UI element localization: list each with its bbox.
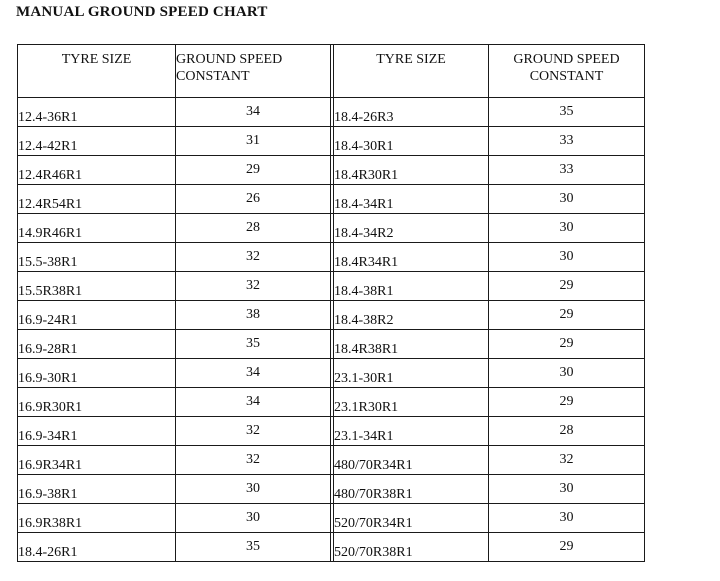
ground-speed-table bbox=[17, 44, 645, 562]
right-ground-speed-constant-cell: 29 bbox=[489, 301, 645, 330]
left-ground-speed-constant-cell: 38 bbox=[176, 301, 331, 330]
left-tyre-size-cell: 15.5R38R1 bbox=[18, 272, 176, 301]
left-ground-speed-constant-cell: 32 bbox=[176, 272, 331, 301]
left-tyre-size-cell: 12.4R46R1 bbox=[18, 156, 176, 185]
right-ground-speed-constant-cell: 30 bbox=[489, 359, 645, 388]
right-tyre-size-cell: 18.4-34R2 bbox=[334, 214, 489, 243]
table-row bbox=[18, 504, 645, 533]
right-ground-speed-constant-cell: 32 bbox=[489, 446, 645, 475]
table-row bbox=[18, 98, 645, 127]
left-tyre-size-cell: 15.5-38R1 bbox=[18, 243, 176, 272]
page-title: MANUAL GROUND SPEED CHART bbox=[16, 4, 268, 20]
left-ground-speed-constant-cell: 30 bbox=[176, 504, 331, 533]
right-tyre-size-cell: 18.4-38R2 bbox=[334, 301, 489, 330]
left-ground-speed-constant-cell: 32 bbox=[176, 446, 331, 475]
right-tyre-size-cell: 18.4-38R1 bbox=[334, 272, 489, 301]
left-tyre-size-cell: 12.4-36R1 bbox=[18, 98, 176, 127]
left-ground-speed-constant-cell: 26 bbox=[176, 185, 331, 214]
left-tyre-size-cell: 12.4-42R1 bbox=[18, 127, 176, 156]
left-tyre-size-cell: 16.9-24R1 bbox=[18, 301, 176, 330]
right-ground-speed-constant-cell: 35 bbox=[489, 98, 645, 127]
left-tyre-size-cell: 12.4R54R1 bbox=[18, 185, 176, 214]
right-ground-speed-constant-cell: 33 bbox=[489, 127, 645, 156]
table-row bbox=[18, 156, 645, 185]
left-tyre-size-cell: 16.9R30R1 bbox=[18, 388, 176, 417]
left-tyre-size-cell: 18.4-26R1 bbox=[18, 533, 176, 562]
left-tyre-size-cell: 16.9R38R1 bbox=[18, 504, 176, 533]
right-ground-speed-constant-cell: 30 bbox=[489, 214, 645, 243]
table-row bbox=[18, 214, 645, 243]
right-ground-speed-constant-cell: 30 bbox=[489, 243, 645, 272]
header-tyre-size-right: TYRE SIZE bbox=[334, 45, 489, 98]
table-row bbox=[18, 185, 645, 214]
left-ground-speed-constant-cell: 35 bbox=[176, 533, 331, 562]
table-row bbox=[18, 272, 645, 301]
right-tyre-size-cell: 520/70R34R1 bbox=[334, 504, 489, 533]
left-tyre-size-cell: 14.9R46R1 bbox=[18, 214, 176, 243]
table-row bbox=[18, 301, 645, 330]
right-tyre-size-cell: 520/70R38R1 bbox=[334, 533, 489, 562]
right-ground-speed-constant-cell: 28 bbox=[489, 417, 645, 446]
left-tyre-size-cell: 16.9-30R1 bbox=[18, 359, 176, 388]
left-ground-speed-constant-cell: 31 bbox=[176, 127, 331, 156]
left-ground-speed-constant-cell: 29 bbox=[176, 156, 331, 185]
table-row bbox=[18, 243, 645, 272]
table-row bbox=[18, 475, 645, 504]
right-tyre-size-cell: 480/70R38R1 bbox=[334, 475, 489, 504]
left-ground-speed-constant-cell: 34 bbox=[176, 98, 331, 127]
table-row bbox=[18, 388, 645, 417]
right-tyre-size-cell: 23.1R30R1 bbox=[334, 388, 489, 417]
left-ground-speed-constant-cell: 30 bbox=[176, 475, 331, 504]
right-ground-speed-constant-cell: 29 bbox=[489, 388, 645, 417]
right-tyre-size-cell: 480/70R34R1 bbox=[334, 446, 489, 475]
right-ground-speed-constant-cell: 33 bbox=[489, 156, 645, 185]
table-row bbox=[18, 533, 645, 562]
right-tyre-size-cell: 18.4R34R1 bbox=[334, 243, 489, 272]
left-ground-speed-constant-cell: 35 bbox=[176, 330, 331, 359]
left-tyre-size-cell: 16.9R34R1 bbox=[18, 446, 176, 475]
left-ground-speed-constant-cell: 32 bbox=[176, 243, 331, 272]
left-ground-speed-constant-cell: 34 bbox=[176, 388, 331, 417]
left-ground-speed-constant-cell: 34 bbox=[176, 359, 331, 388]
left-tyre-size-cell: 16.9-34R1 bbox=[18, 417, 176, 446]
right-tyre-size-cell: 23.1-34R1 bbox=[334, 417, 489, 446]
right-tyre-size-cell: 18.4-30R1 bbox=[334, 127, 489, 156]
left-ground-speed-constant-cell: 32 bbox=[176, 417, 331, 446]
right-tyre-size-cell: 18.4-26R3 bbox=[334, 98, 489, 127]
right-tyre-size-cell: 18.4R30R1 bbox=[334, 156, 489, 185]
header-ground-speed-constant-left: GROUND SPEED CONSTANT bbox=[176, 45, 331, 98]
right-ground-speed-constant-cell: 30 bbox=[489, 504, 645, 533]
right-ground-speed-constant-cell: 30 bbox=[489, 475, 645, 504]
left-ground-speed-constant-cell: 28 bbox=[176, 214, 331, 243]
table-row bbox=[18, 330, 645, 359]
header-tyre-size-left: TYRE SIZE bbox=[18, 45, 176, 98]
right-ground-speed-constant-cell: 29 bbox=[489, 330, 645, 359]
table-row bbox=[18, 127, 645, 156]
table-row bbox=[18, 417, 645, 446]
right-ground-speed-constant-cell: 29 bbox=[489, 533, 645, 562]
header-ground-speed-constant-right: GROUND SPEED CONSTANT bbox=[489, 45, 645, 98]
right-tyre-size-cell: 18.4R38R1 bbox=[334, 330, 489, 359]
header-row bbox=[18, 45, 645, 98]
table-body bbox=[18, 98, 645, 562]
right-tyre-size-cell: 23.1-30R1 bbox=[334, 359, 489, 388]
right-ground-speed-constant-cell: 30 bbox=[489, 185, 645, 214]
left-tyre-size-cell: 16.9-28R1 bbox=[18, 330, 176, 359]
right-tyre-size-cell: 18.4-34R1 bbox=[334, 185, 489, 214]
table-row bbox=[18, 446, 645, 475]
left-tyre-size-cell: 16.9-38R1 bbox=[18, 475, 176, 504]
right-ground-speed-constant-cell: 29 bbox=[489, 272, 645, 301]
table-row bbox=[18, 359, 645, 388]
